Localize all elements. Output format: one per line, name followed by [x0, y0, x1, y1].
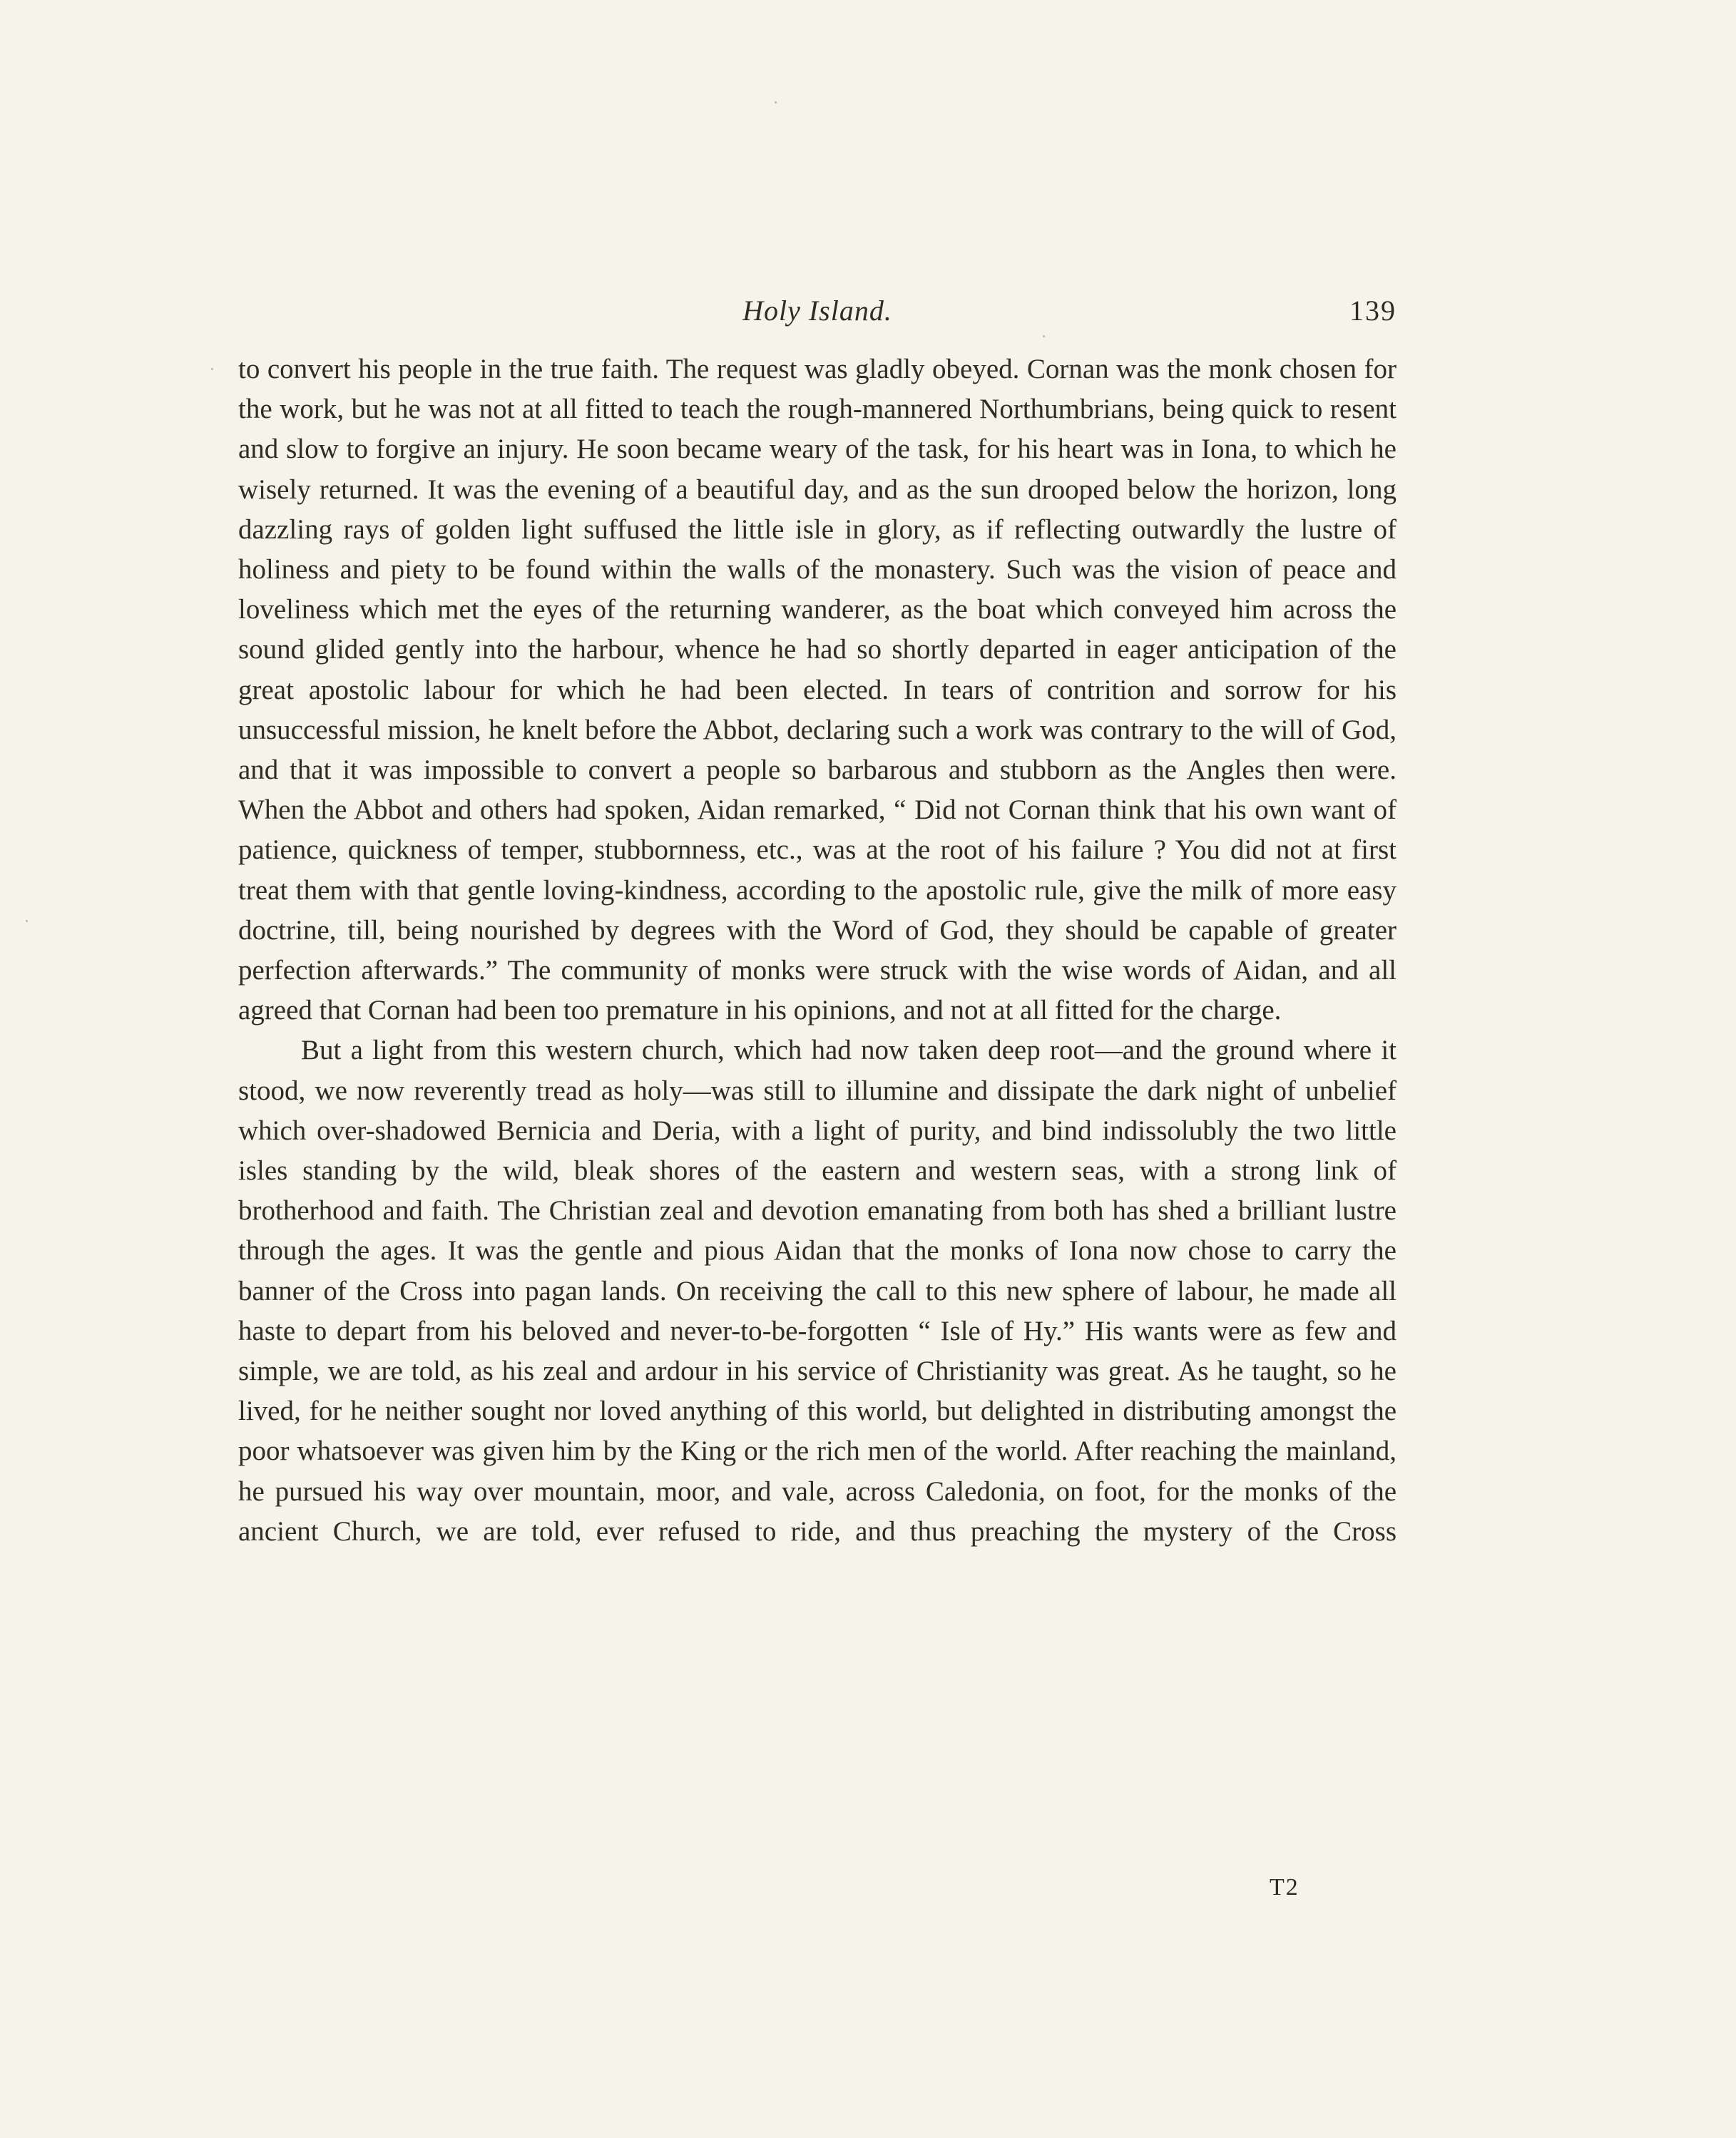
running-title: Holy Island.	[742, 295, 892, 327]
paper-speck	[211, 368, 213, 370]
paper-speck	[775, 101, 777, 103]
body-text	[238, 349, 1397, 1552]
paragraph: But a light from this western church, which had now taken deep root—and the ground where it stood, we now reverently tread as holy—was still to illumine and dissipate the dark night of unbelief which over-shadowed Bernicia and Deria, with a light of purity, and bind indissolubly the two little isles standing by the wild, bleak shores of the eastern and western seas, with a strong link of brotherhood and faith. The Christian zeal and devotion emanating from both has shed a brilliant lustre through the ages. It was the gentle and pious Aidan that the monks of Iona now chose to carry the banner of the Cross into pagan lands. On receiving the call to this new sphere of labour, he made all haste to depart from his beloved and never-to-be-forgotten “ Isle of Hy.” His wants were as few and simple, we are told, as his zeal and ardour in his service of Christianity was great. As he taught, so he lived, for he neither sought nor loved anything of this world, but delighted in distributing amongst the poor whatsoever was given him by the King or the rich men of the world. After reaching the mainland, he pursued his way over mountain, moor, and vale, across Caledonia, on foot, for the monks of the ancient Church, we are told, ever refused to ride, and thus preaching the mystery of the Cross	[238, 1035, 1397, 1547]
paragraph: to convert his people in the true faith. The request was gladly obeyed. Cornan was the monk chosen for the work, but he was not at all fitted to teach the rough-mannered Northumbrians, being quick to resent and slow to forgive an injury. He soon became weary of the task, for his heart was in Iona, to which he wisely returned. It was the evening of a beautiful day, and as the sun drooped below the horizon, long dazzling rays of golden light suffused the little isle in glory, as if reflecting outwardly the lustre of holiness and piety to be found within the walls of the monastery. Such was the vision of peace and loveliness which met the eyes of the returning wanderer, as the boat which conveyed him across the sound glided gently into the harbour, whence he had so shortly departed in eager anticipation of the great apostolic labour for which he had been elected. In tears of contrition and sorrow for his unsuccessful mission, he knelt before the Abbot, declaring such a work was contrary to the will of God, and that it was impossible to convert a people so barbarous and stubborn as the Angles then were. When the Abbot and others had spoken, Aidan remarked, “ Did not Cornan think that his own want of patience, quickness of temper, stubbornness, etc., was at the root of his failure ? You did not at first treat them with that gentle loving-kindness, according to the apostolic rule, give the milk of more easy doctrine, till, being nourished by degrees with the Word of God, they should be capable of greater perfection afterwards.” The community of monks were struck with the wise words of Aidan, and all agreed that Cornan had been too premature in his opinions, and not at all fitted for the charge.	[238, 354, 1397, 1026]
page-number: 139	[1349, 295, 1397, 327]
paper-speck	[26, 920, 28, 922]
paper-speck	[1043, 335, 1045, 337]
signature-mark: T2	[1270, 1874, 1300, 1901]
page-header	[238, 294, 1397, 334]
